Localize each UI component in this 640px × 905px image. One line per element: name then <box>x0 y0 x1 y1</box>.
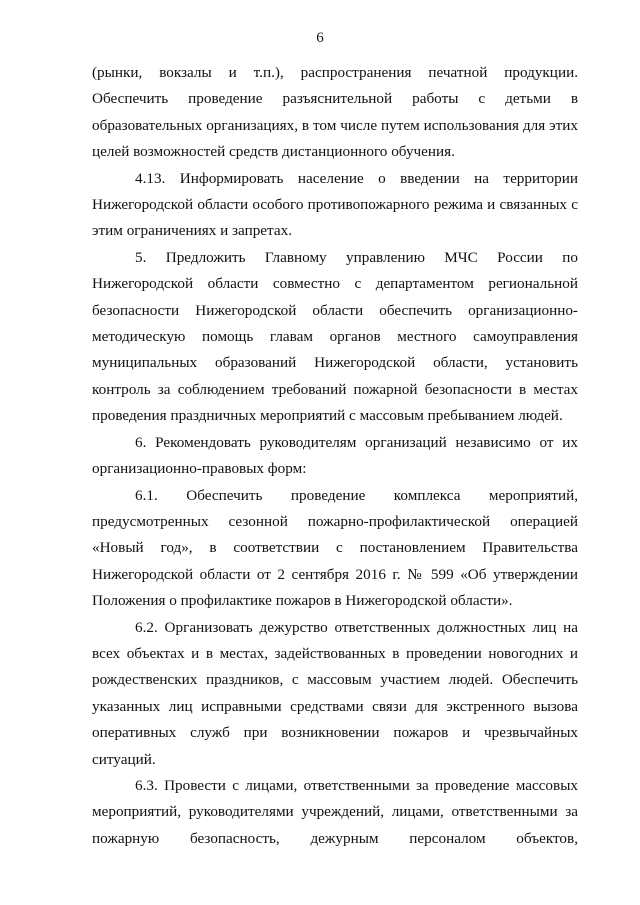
page-number: 6 <box>316 30 324 46</box>
paragraph-continuation: (рынки, вокзалы и т.п.), распространения печатной продукции. Обеспечить проведение разъяснительной работы с детьми в образовательных организациях, в том числе путем использования для этих целей возможностей средств дистанционного обучения. <box>92 64 578 161</box>
paragraph-6-2: 6.2. Организовать дежурство ответственных должностных лиц на всех объектах и в местах, задействованных в проведении новогодних и рождественских праздников, с массовым участием людей. Обеспечить указанных лиц исправными средствами связи для экстренного вызова оперативных служб при возникновении пожаров и чрезвычайных ситуаций. <box>92 618 578 768</box>
paragraph-6-3: 6.3. Провести с лицами, ответственными за проведение массовых мероприятий, руководителями учреждений, лицами, ответственными за пожарную безопасность, дежурным персоналом объектов, <box>92 776 578 847</box>
paragraph-6: 6. Рекомендовать руководителям организаций независимо от их организационно-правовых форм: <box>92 433 578 478</box>
paragraph-6-1: 6.1. Обеспечить проведение комплекса мероприятий, предусмотренных сезонной пожарно-профилактической операцией «Новый год», в соответствии с постановлением Правительства Нижегородской области от 2 сентября 2016 г. № 599 «Об утверждении Положения о профилактике пожаров в Нижегородской области». <box>92 486 578 610</box>
paragraph-5: 5. Предложить Главному управлению МЧС России по Нижегородской области совместно с департаментом региональной безопасности Нижегородской области обеспечить организационно-методическую помощь главам органов местного самоуправления муниципальных образований Нижегородской области, установить контроль за соблюдением требований пожарной безопасности в местах проведения праздничных мероприятий с массовым пребыванием людей. <box>92 248 578 425</box>
paragraph-4-13: 4.13. Информировать население о введении на территории Нижегородской области особого противопожарного режима и связанных с этим ограничениях и запретах. <box>92 169 578 240</box>
document-body <box>92 60 578 852</box>
